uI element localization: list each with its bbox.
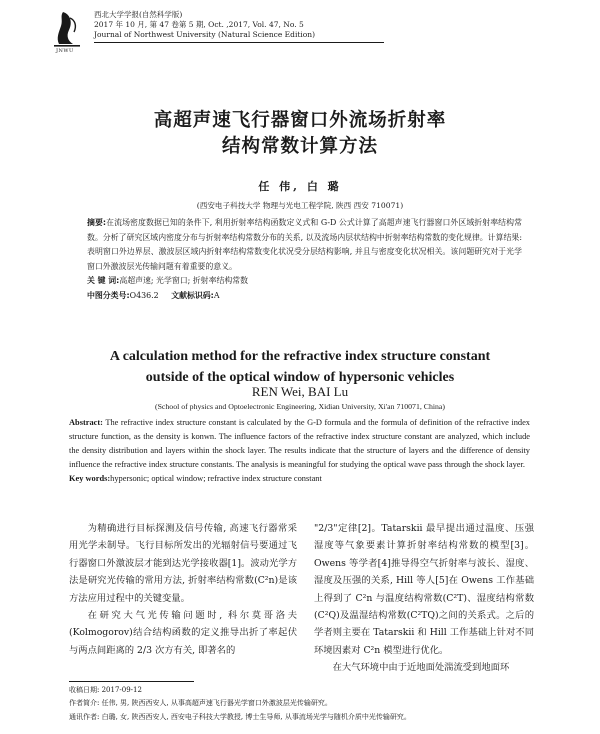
footnote-divider [69,681,194,682]
header-divider [94,42,384,43]
authors-cn: 任 伟, 白 璐 [258,180,342,193]
title-cn-line-1: 高超声速飞行器窗口外流场折射率 [153,110,447,131]
paper-title-cn [0,108,600,160]
journal-header [50,8,570,58]
abstract-en [69,416,530,486]
abstract-cn [87,216,522,303]
abstract-cn-body [87,216,522,274]
journal-name-cn: 西北大学学报(自然科学版) [94,10,183,19]
keywords-en-label: Key words: [69,473,111,483]
title-cn-line-2: 结构常数计算方法 [221,136,378,157]
paper-title-en [0,346,600,388]
corresponding-author: 通讯作者: 白璐, 女, 陕西西安人, 西安电子科技大学教授, 博士生导师, 从事流场光学与随机介质中光传输研究。 [69,712,411,721]
keywords-cn-text: 高超声速; 光学窗口; 折射率结构常数 [119,276,249,285]
affiliation-cn: (西安电子科技大学 物理与光电工程学院, 陕西 西安 710071) [196,201,404,210]
body-paragraph: 在大气环境中由于近地面处湍流受到地面环 [332,662,510,674]
journal-name-en: Journal of Northwest University (Natural Science Edition) [94,30,316,39]
journal-abbreviation: JNWU [56,48,74,54]
body-paragraph: 为精确进行目标探测及信号传输, 高速飞行器常采用光学未制导。飞行目标所发出的光辐射信号要通过飞行器窗口外激波层才能到达光学接收器[1]。波动光学方法是研究光传输的常用方法, 折射率结构常数(C²n)是该方法应用过程中的关键变量。 [69,523,297,604]
abstract-en-body [69,416,530,472]
authors-en: REN Wei, BAI Lu [251,384,349,399]
keywords-cn-label: 关 键 词: [87,276,120,285]
footnotes [69,684,539,724]
keywords-cn [87,274,522,289]
doc-code-label: 文献标识码: [171,290,214,300]
title-en-line-1: A calculation method for the refractive index structure constant [109,349,491,364]
received-date: 收稿日期: 2017-09-12 [69,686,142,694]
keywords-en-text: hypersonic; optical window; refractive index structure constant [110,473,322,483]
body-column-left [69,520,297,659]
abstract-cn-label: 摘要: [87,218,107,227]
clc-label: 中图分类号: [87,290,130,300]
abstract-en-label: Abstract: [69,418,103,427]
body-paragraph: "2/3"定律[2]。Tatarskii 最早提出通过温度、压强湿度等气象要素计算折射率结构常数的模型[3]。Owens 等学者[4]推导得空气折射率与波长、湿度、湿度及压强的关系, Hill 等人[5]在 Owens 工作基础上得到了 C²n 与温度结构常数(C²T)、湿度结构常数(C²Q)及温湿结构常数(C²TQ)之间的关系式。之后的学者则主要在 Tatarskii 和 Hill 工作基础上针对不同环境因素对 C²n 模型进行优化。 [314,523,534,656]
abstract-cn-text: 在流场密度数据已知的条件下, 利用折射率结构函数定义式和 G-D 公式计算了高超声速飞行器窗口外区域折射率结构常数。分析了研究区域内密度分布与折射率结构常数分布的关系, 以及流场内层状结构中折射率结构常数的变化规律。计算结果: 表明窗口外边界层、激波层区域内折射率结构常数变化状况受分层结构影响, 并且与密度变化状况相关。该问题研究对于光学窗口外激波层光传输问题有着重要的意义。 [87,218,523,271]
clc-code: O436.2 [129,290,159,300]
affiliation-en: (School of physics and Optoelectronic Engineering, Xidian University, Xi'an 710071, China) [155,402,445,411]
journal-info [94,10,315,40]
classification-line [87,289,522,304]
keywords-en [69,472,530,486]
doc-code: A [213,290,220,300]
journal-issue: 2017 年 10 月, 第 47 卷第 5 期, Oct. ,2017, Vol. 47, No. 5 [94,20,304,29]
body-paragraph: 在研究大气光传输问题时, 科尔莫哥洛夫(Kolmogorov)结合结构函数的定义推导出折了率起伏与两点间距离的 2/3 次方有关, 即著名的 [69,610,297,656]
author-bio: 作者简介: 任伟, 男, 陕西西安人, 从事高超声速飞行器光学窗口外激波层光传输研究。 [69,699,332,708]
title-en-line-2: outside of the optical window of hypersonic vehicles [145,370,455,385]
abstract-en-text: The refractive index structure constant is calculated by the G-D formula and the formula of definition of the refractive index structure function, as the density is konwn. The influence factors of the refractive index structure constant are analyzed, which include the density distribution and layers within the shock layer. The results indicate that the structure of layers and the difference of density influence the refractive index structure constants. The analysis is meaningful for studying the optical wave pass through the shock layer. [69,418,530,469]
body-column-right [314,520,534,677]
